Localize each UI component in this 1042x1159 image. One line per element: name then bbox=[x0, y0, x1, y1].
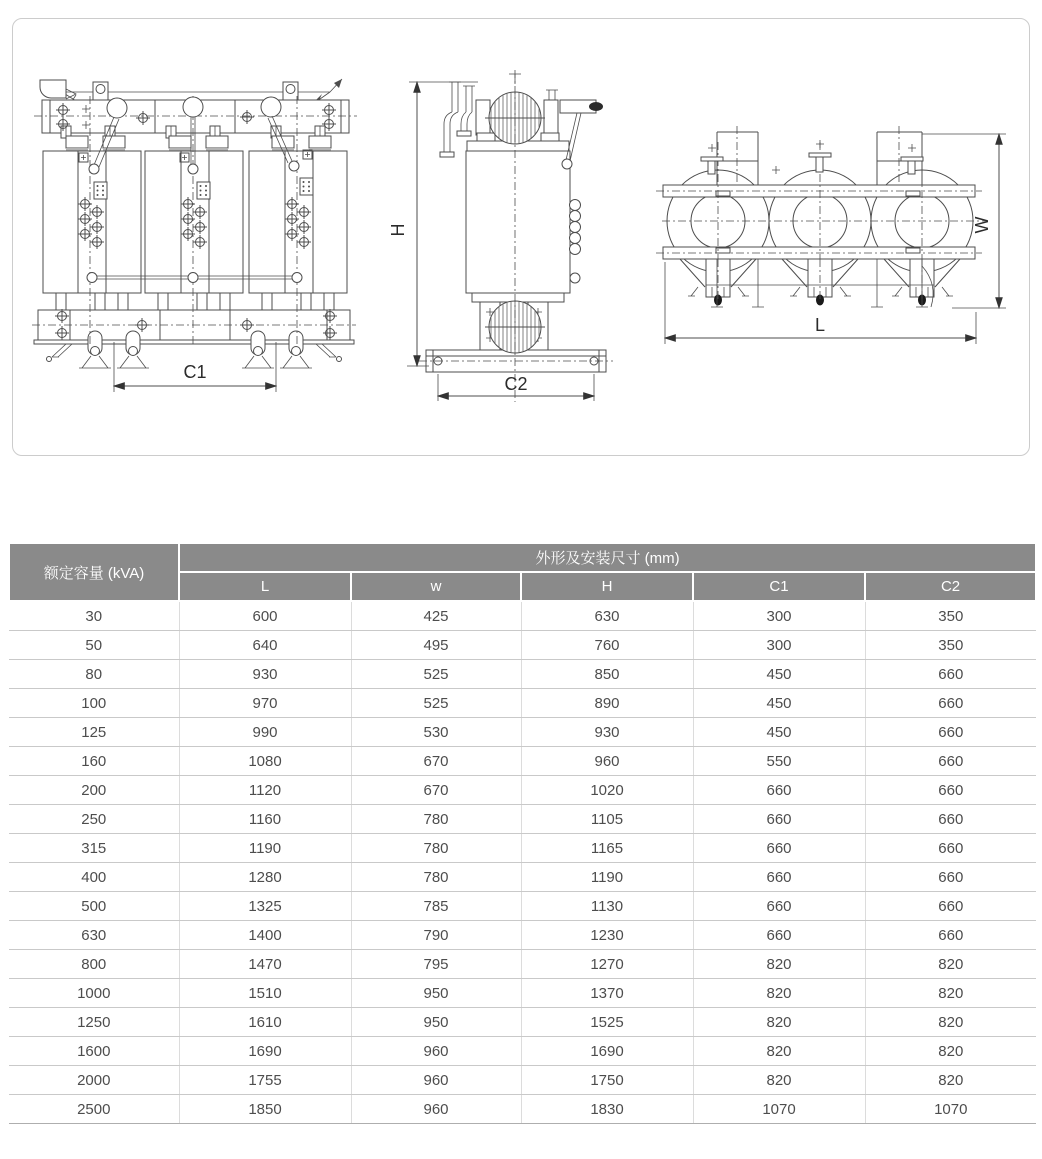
cell-C1: 450 bbox=[693, 718, 865, 747]
cell-kva: 1250 bbox=[9, 1008, 179, 1037]
cell-w: 790 bbox=[351, 921, 521, 950]
cell-H: 760 bbox=[521, 631, 693, 660]
cell-kva: 630 bbox=[9, 921, 179, 950]
cell-H: 1020 bbox=[521, 776, 693, 805]
cell-kva: 200 bbox=[9, 776, 179, 805]
cell-C2: 820 bbox=[865, 950, 1036, 979]
cell-L: 1400 bbox=[179, 921, 351, 950]
cell-kva: 50 bbox=[9, 631, 179, 660]
subheader-C2: C2 bbox=[865, 572, 1036, 601]
cell-kva: 80 bbox=[9, 660, 179, 689]
cell-w: 950 bbox=[351, 979, 521, 1008]
cell-kva: 2500 bbox=[9, 1095, 179, 1124]
cell-H: 1190 bbox=[521, 863, 693, 892]
cell-H: 930 bbox=[521, 718, 693, 747]
cell-C1: 820 bbox=[693, 1037, 865, 1066]
cell-C2: 660 bbox=[865, 689, 1036, 718]
cell-C1: 660 bbox=[693, 921, 865, 950]
table-row bbox=[9, 689, 1036, 718]
cell-C2: 820 bbox=[865, 1066, 1036, 1095]
subheader-H: H bbox=[521, 572, 693, 601]
cell-H: 1130 bbox=[521, 892, 693, 921]
cell-H: 1830 bbox=[521, 1095, 693, 1124]
cell-C1: 660 bbox=[693, 805, 865, 834]
table-body bbox=[9, 601, 1036, 1124]
cell-C1: 660 bbox=[693, 834, 865, 863]
cell-w: 425 bbox=[351, 601, 521, 631]
cell-C2: 660 bbox=[865, 834, 1036, 863]
cell-w: 960 bbox=[351, 1095, 521, 1124]
cell-C1: 1070 bbox=[693, 1095, 865, 1124]
cell-L: 1755 bbox=[179, 1066, 351, 1095]
cell-w: 525 bbox=[351, 689, 521, 718]
table-header bbox=[9, 543, 1036, 601]
cell-C2: 820 bbox=[865, 1037, 1036, 1066]
cell-w: 525 bbox=[351, 660, 521, 689]
cell-H: 1370 bbox=[521, 979, 693, 1008]
cell-kva: 2000 bbox=[9, 1066, 179, 1095]
cell-H: 1525 bbox=[521, 1008, 693, 1037]
cell-H: 850 bbox=[521, 660, 693, 689]
c1-dimension-label: C1 bbox=[183, 362, 207, 382]
table-row bbox=[9, 601, 1036, 631]
cell-L: 1080 bbox=[179, 747, 351, 776]
cell-w: 780 bbox=[351, 834, 521, 863]
cell-L: 1160 bbox=[179, 805, 351, 834]
cell-H: 960 bbox=[521, 747, 693, 776]
table-row bbox=[9, 660, 1036, 689]
cell-H: 1105 bbox=[521, 805, 693, 834]
cell-C2: 660 bbox=[865, 863, 1036, 892]
table-row bbox=[9, 979, 1036, 1008]
table-row bbox=[9, 1095, 1036, 1124]
cell-L: 1610 bbox=[179, 1008, 351, 1037]
cell-C1: 660 bbox=[693, 863, 865, 892]
cell-C1: 660 bbox=[693, 776, 865, 805]
front-view-drawing bbox=[32, 79, 357, 392]
cell-C1: 660 bbox=[693, 892, 865, 921]
cell-C1: 820 bbox=[693, 950, 865, 979]
cell-w: 495 bbox=[351, 631, 521, 660]
cell-L: 1325 bbox=[179, 892, 351, 921]
cell-w: 950 bbox=[351, 1008, 521, 1037]
cell-kva: 250 bbox=[9, 805, 179, 834]
cell-w: 780 bbox=[351, 805, 521, 834]
cell-C1: 300 bbox=[693, 631, 865, 660]
cell-w: 960 bbox=[351, 1066, 521, 1095]
cell-L: 1470 bbox=[179, 950, 351, 979]
cell-C2: 660 bbox=[865, 718, 1036, 747]
table-row bbox=[9, 892, 1036, 921]
cell-w: 785 bbox=[351, 892, 521, 921]
dimensions-table bbox=[8, 542, 1037, 1124]
cell-kva: 1000 bbox=[9, 979, 179, 1008]
table-row bbox=[9, 1066, 1036, 1095]
cell-C1: 820 bbox=[693, 1066, 865, 1095]
cell-L: 1280 bbox=[179, 863, 351, 892]
table-row bbox=[9, 631, 1036, 660]
header-rated-capacity: 额定容量 (kVA) bbox=[9, 543, 179, 601]
cell-L: 970 bbox=[179, 689, 351, 718]
header-dimensions: 外形及安装尺寸 (mm) bbox=[179, 543, 1036, 572]
cell-w: 960 bbox=[351, 1037, 521, 1066]
cell-kva: 800 bbox=[9, 950, 179, 979]
cell-L: 1120 bbox=[179, 776, 351, 805]
side-view-drawing bbox=[388, 70, 613, 402]
cell-w: 670 bbox=[351, 776, 521, 805]
table-row bbox=[9, 863, 1036, 892]
cell-C2: 660 bbox=[865, 660, 1036, 689]
c2-dimension-label: C2 bbox=[504, 374, 528, 394]
cell-kva: 160 bbox=[9, 747, 179, 776]
cell-H: 1750 bbox=[521, 1066, 693, 1095]
cell-w: 530 bbox=[351, 718, 521, 747]
cell-H: 1230 bbox=[521, 921, 693, 950]
cell-kva: 315 bbox=[9, 834, 179, 863]
subheader-L: L bbox=[179, 572, 351, 601]
cell-L: 930 bbox=[179, 660, 351, 689]
cell-C2: 660 bbox=[865, 921, 1036, 950]
cell-C1: 450 bbox=[693, 689, 865, 718]
cell-C2: 350 bbox=[865, 631, 1036, 660]
cell-H: 890 bbox=[521, 689, 693, 718]
cell-C1: 550 bbox=[693, 747, 865, 776]
cell-C2: 660 bbox=[865, 747, 1036, 776]
cell-L: 990 bbox=[179, 718, 351, 747]
cell-L: 600 bbox=[179, 601, 351, 631]
cell-kva: 500 bbox=[9, 892, 179, 921]
cell-kva: 125 bbox=[9, 718, 179, 747]
cell-H: 1690 bbox=[521, 1037, 693, 1066]
table-row bbox=[9, 950, 1036, 979]
cell-L: 1850 bbox=[179, 1095, 351, 1124]
cell-C2: 660 bbox=[865, 805, 1036, 834]
cell-L: 1190 bbox=[179, 834, 351, 863]
top-view-drawing bbox=[656, 126, 1006, 344]
cell-w: 780 bbox=[351, 863, 521, 892]
cell-C2: 660 bbox=[865, 776, 1036, 805]
cell-H: 1270 bbox=[521, 950, 693, 979]
transformer-outline-drawings bbox=[0, 0, 1042, 480]
table-row bbox=[9, 776, 1036, 805]
l-dimension-label: L bbox=[814, 315, 826, 335]
cell-C1: 820 bbox=[693, 979, 865, 1008]
w-dimension-label: W bbox=[972, 216, 992, 234]
subheader-w: w bbox=[351, 572, 521, 601]
table-row bbox=[9, 921, 1036, 950]
cell-kva: 400 bbox=[9, 863, 179, 892]
table-row bbox=[9, 805, 1036, 834]
table-row bbox=[9, 1008, 1036, 1037]
cell-C2: 660 bbox=[865, 892, 1036, 921]
table-row bbox=[9, 1037, 1036, 1066]
cell-L: 1690 bbox=[179, 1037, 351, 1066]
cell-w: 795 bbox=[351, 950, 521, 979]
cell-C2: 350 bbox=[865, 601, 1036, 631]
cell-H: 1165 bbox=[521, 834, 693, 863]
cell-H: 630 bbox=[521, 601, 693, 631]
cell-C2: 820 bbox=[865, 1008, 1036, 1037]
cell-C1: 450 bbox=[693, 660, 865, 689]
table-row bbox=[9, 747, 1036, 776]
cell-kva: 1600 bbox=[9, 1037, 179, 1066]
cell-kva: 100 bbox=[9, 689, 179, 718]
cell-C2: 1070 bbox=[865, 1095, 1036, 1124]
cell-L: 640 bbox=[179, 631, 351, 660]
cell-w: 670 bbox=[351, 747, 521, 776]
table-row bbox=[9, 834, 1036, 863]
cell-C1: 300 bbox=[693, 601, 865, 631]
subheader-C1: C1 bbox=[693, 572, 865, 601]
cell-kva: 30 bbox=[9, 601, 179, 631]
cell-L: 1510 bbox=[179, 979, 351, 1008]
cell-C2: 820 bbox=[865, 979, 1036, 1008]
table-row bbox=[9, 718, 1036, 747]
cell-C1: 820 bbox=[693, 1008, 865, 1037]
h-dimension-label: H bbox=[388, 223, 408, 237]
